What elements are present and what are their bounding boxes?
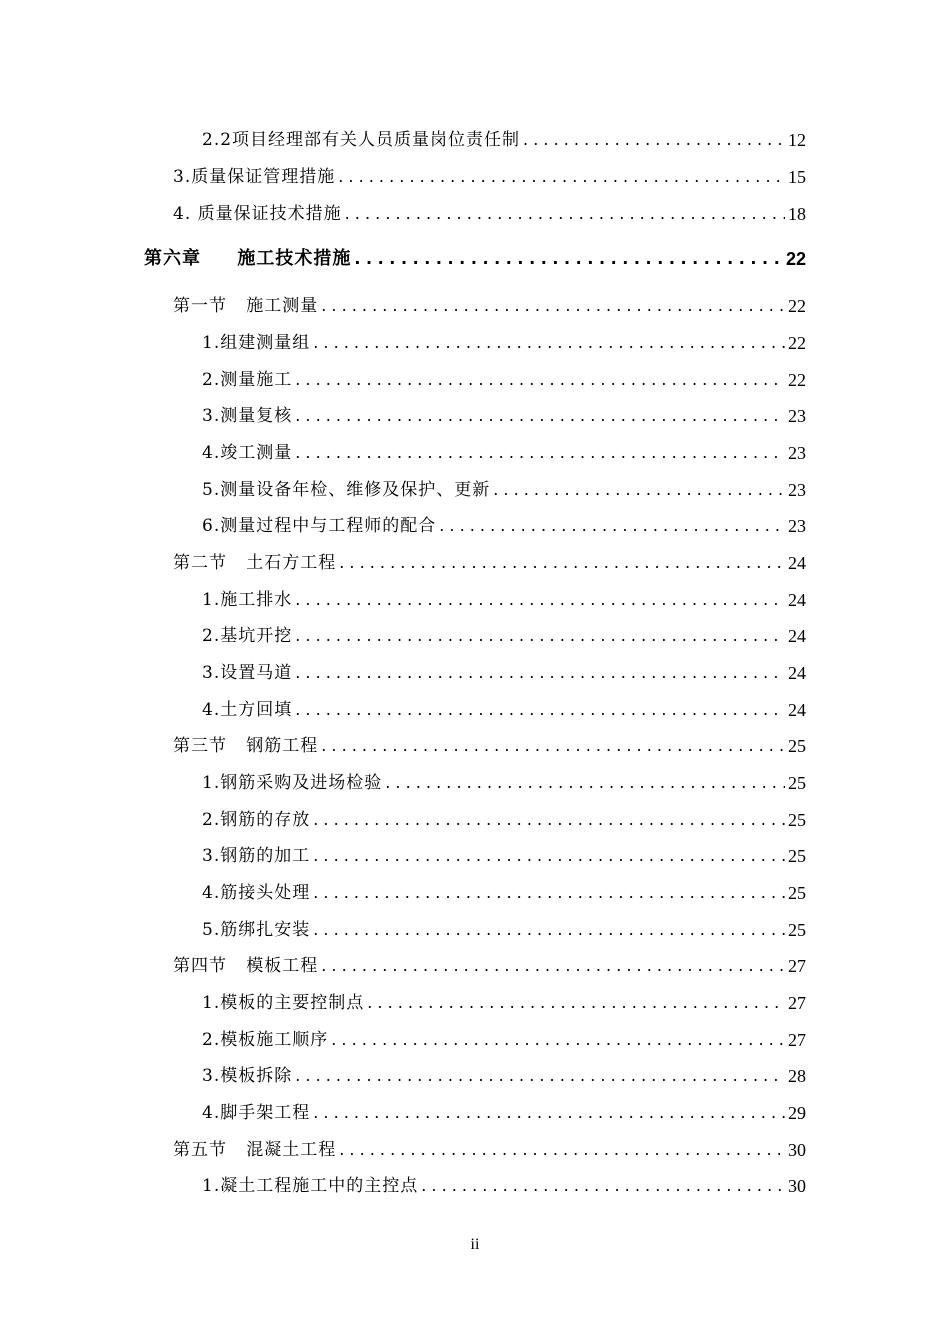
dot-leader bbox=[339, 552, 785, 574]
toc-entry-page: 24 bbox=[788, 663, 806, 683]
toc-entry[interactable] bbox=[202, 913, 806, 941]
toc-entry-label: 第三节 钢筋工程 bbox=[173, 736, 319, 756]
toc-entry-page: 12 bbox=[788, 130, 806, 150]
toc-entry[interactable] bbox=[202, 123, 806, 151]
dot-leader bbox=[313, 919, 785, 941]
toc-entry[interactable] bbox=[202, 326, 806, 354]
toc-entry-page: 23 bbox=[788, 443, 806, 463]
toc-entry-label: 5.测量设备年检、维修及保护、更新 bbox=[202, 480, 491, 500]
toc-entry-page: 24 bbox=[788, 590, 806, 610]
toc-entry[interactable] bbox=[202, 693, 806, 721]
toc-entry-label: 2.测量施工 bbox=[202, 370, 293, 390]
toc-entry[interactable] bbox=[202, 766, 806, 794]
toc-entry-label: 第一节 施工测量 bbox=[173, 296, 319, 316]
toc-entry[interactable] bbox=[202, 1059, 806, 1087]
toc-entry-label: 2.钢筋的存放 bbox=[202, 810, 311, 830]
dot-leader bbox=[313, 845, 785, 867]
dot-leader bbox=[338, 166, 785, 188]
dot-leader bbox=[385, 772, 785, 794]
dot-leader bbox=[345, 203, 785, 225]
toc-entry-page: 28 bbox=[788, 1066, 806, 1086]
toc-section-entry[interactable] bbox=[173, 1133, 806, 1161]
toc-entry[interactable] bbox=[173, 160, 806, 188]
dot-leader bbox=[421, 1175, 785, 1197]
toc-entry-page: 22 bbox=[785, 249, 806, 269]
toc-chapter-entry[interactable] bbox=[144, 242, 806, 270]
toc-entry-page: 25 bbox=[788, 810, 806, 830]
dot-leader bbox=[295, 442, 785, 464]
toc-section-entry[interactable] bbox=[173, 546, 806, 574]
toc-entry[interactable] bbox=[202, 583, 806, 611]
toc-entry[interactable] bbox=[202, 473, 806, 501]
toc-entry-label: 3.模板拆除 bbox=[202, 1066, 293, 1086]
dot-leader bbox=[354, 248, 783, 270]
dot-leader bbox=[295, 1065, 785, 1087]
toc-entry-page: 27 bbox=[788, 956, 806, 976]
toc-entry-page: 22 bbox=[788, 370, 806, 390]
dot-leader bbox=[331, 1029, 785, 1051]
toc-entry[interactable] bbox=[202, 619, 806, 647]
dot-leader bbox=[493, 479, 785, 501]
toc-entry-page: 25 bbox=[788, 736, 806, 756]
toc-entry-page: 25 bbox=[788, 920, 806, 940]
toc-entry-page: 27 bbox=[788, 993, 806, 1013]
toc-entry[interactable] bbox=[173, 197, 806, 225]
toc-entry-label: 4. 质量保证技术措施 bbox=[173, 204, 342, 224]
toc-entry-page: 25 bbox=[788, 883, 806, 903]
dot-leader bbox=[321, 295, 785, 317]
toc-entry-page: 22 bbox=[788, 333, 806, 353]
toc-entry-page: 25 bbox=[788, 773, 806, 793]
toc-entry-page: 15 bbox=[788, 167, 806, 187]
dot-leader bbox=[313, 882, 785, 904]
toc-entry-page: 23 bbox=[788, 516, 806, 536]
toc-entry-label: 5.筋绑扎安装 bbox=[202, 920, 311, 940]
toc-section-entry[interactable] bbox=[173, 729, 806, 757]
toc-entry-label: 2.基坑开挖 bbox=[202, 626, 293, 646]
toc-entry-label: 第四节 模板工程 bbox=[173, 956, 319, 976]
toc-entry-page: 30 bbox=[788, 1176, 806, 1196]
toc-entry-label: 4.土方回填 bbox=[202, 700, 293, 720]
toc-entry[interactable] bbox=[202, 803, 806, 831]
dot-leader bbox=[295, 699, 785, 721]
toc-entry[interactable] bbox=[202, 839, 806, 867]
dot-leader bbox=[523, 129, 785, 151]
dot-leader bbox=[321, 735, 785, 757]
dot-leader bbox=[295, 589, 785, 611]
toc-section-entry[interactable] bbox=[173, 289, 806, 317]
toc-entry-page: 24 bbox=[788, 553, 806, 573]
toc-entry-label: 3.钢筋的加工 bbox=[202, 846, 311, 866]
dot-leader bbox=[313, 809, 785, 831]
dot-leader bbox=[313, 1102, 785, 1124]
toc-entry-label: 4.筋接头处理 bbox=[202, 883, 311, 903]
dot-leader bbox=[321, 955, 785, 977]
toc-entry-label: 1.凝土工程施工中的主控点 bbox=[202, 1176, 419, 1196]
toc-entry[interactable] bbox=[202, 509, 806, 537]
toc-entry-label: 3.测量复核 bbox=[202, 406, 293, 426]
toc-entry[interactable] bbox=[202, 656, 806, 684]
toc-entry-label: 1.施工排水 bbox=[202, 590, 293, 610]
toc-entry-page: 24 bbox=[788, 700, 806, 720]
toc-entry-page: 29 bbox=[788, 1103, 806, 1123]
toc-entry-label: 3.设置马道 bbox=[202, 663, 293, 683]
toc-entry[interactable] bbox=[202, 876, 806, 904]
toc-entry-page: 25 bbox=[788, 846, 806, 866]
toc-entry-label: 1.模板的主要控制点 bbox=[202, 993, 365, 1013]
toc-entry-page: 22 bbox=[788, 296, 806, 316]
dot-leader bbox=[295, 405, 785, 427]
toc-entry[interactable] bbox=[202, 1023, 806, 1051]
toc-entry-label: 3.质量保证管理措施 bbox=[173, 167, 336, 187]
toc-entry[interactable] bbox=[202, 363, 806, 391]
toc-entry-label: 4.竣工测量 bbox=[202, 443, 293, 463]
dot-leader bbox=[295, 369, 785, 391]
toc-entry-label: 6.测量过程中与工程师的配合 bbox=[202, 516, 437, 536]
toc-entry-page: 18 bbox=[788, 204, 806, 224]
toc-entry-page: 23 bbox=[788, 480, 806, 500]
toc-entry-label: 第五节 混凝土工程 bbox=[173, 1140, 337, 1160]
toc-entry-label: 2.2项目经理部有关人员质量岗位责任制 bbox=[202, 130, 521, 150]
toc-entry-page: 30 bbox=[788, 1140, 806, 1160]
dot-leader bbox=[313, 332, 785, 354]
toc-entry-label: 第六章 施工技术措施 bbox=[144, 248, 352, 269]
toc-entry-page: 23 bbox=[788, 406, 806, 426]
toc-entry-label: 1.钢筋采购及进场检验 bbox=[202, 773, 383, 793]
toc-entry-label: 2.模板施工顺序 bbox=[202, 1030, 329, 1050]
toc-entry[interactable] bbox=[202, 1169, 806, 1197]
toc-entry-label: 4.脚手架工程 bbox=[202, 1103, 311, 1123]
dot-leader bbox=[339, 1139, 785, 1161]
toc-entry-label: 1.组建测量组 bbox=[202, 333, 311, 353]
dot-leader bbox=[439, 515, 785, 537]
toc-entry-label: 第二节 土石方工程 bbox=[173, 553, 337, 573]
page-number: ii bbox=[470, 1236, 480, 1253]
toc-entry-page: 24 bbox=[788, 626, 806, 646]
toc-section-entry[interactable] bbox=[173, 949, 806, 977]
dot-leader bbox=[295, 662, 785, 684]
toc-entry[interactable] bbox=[202, 1096, 806, 1124]
dot-leader bbox=[367, 992, 785, 1014]
toc-entry[interactable] bbox=[202, 986, 806, 1014]
toc-entry-page: 27 bbox=[788, 1030, 806, 1050]
toc-entry[interactable] bbox=[202, 399, 806, 427]
toc-entry[interactable] bbox=[202, 436, 806, 464]
dot-leader bbox=[295, 625, 785, 647]
